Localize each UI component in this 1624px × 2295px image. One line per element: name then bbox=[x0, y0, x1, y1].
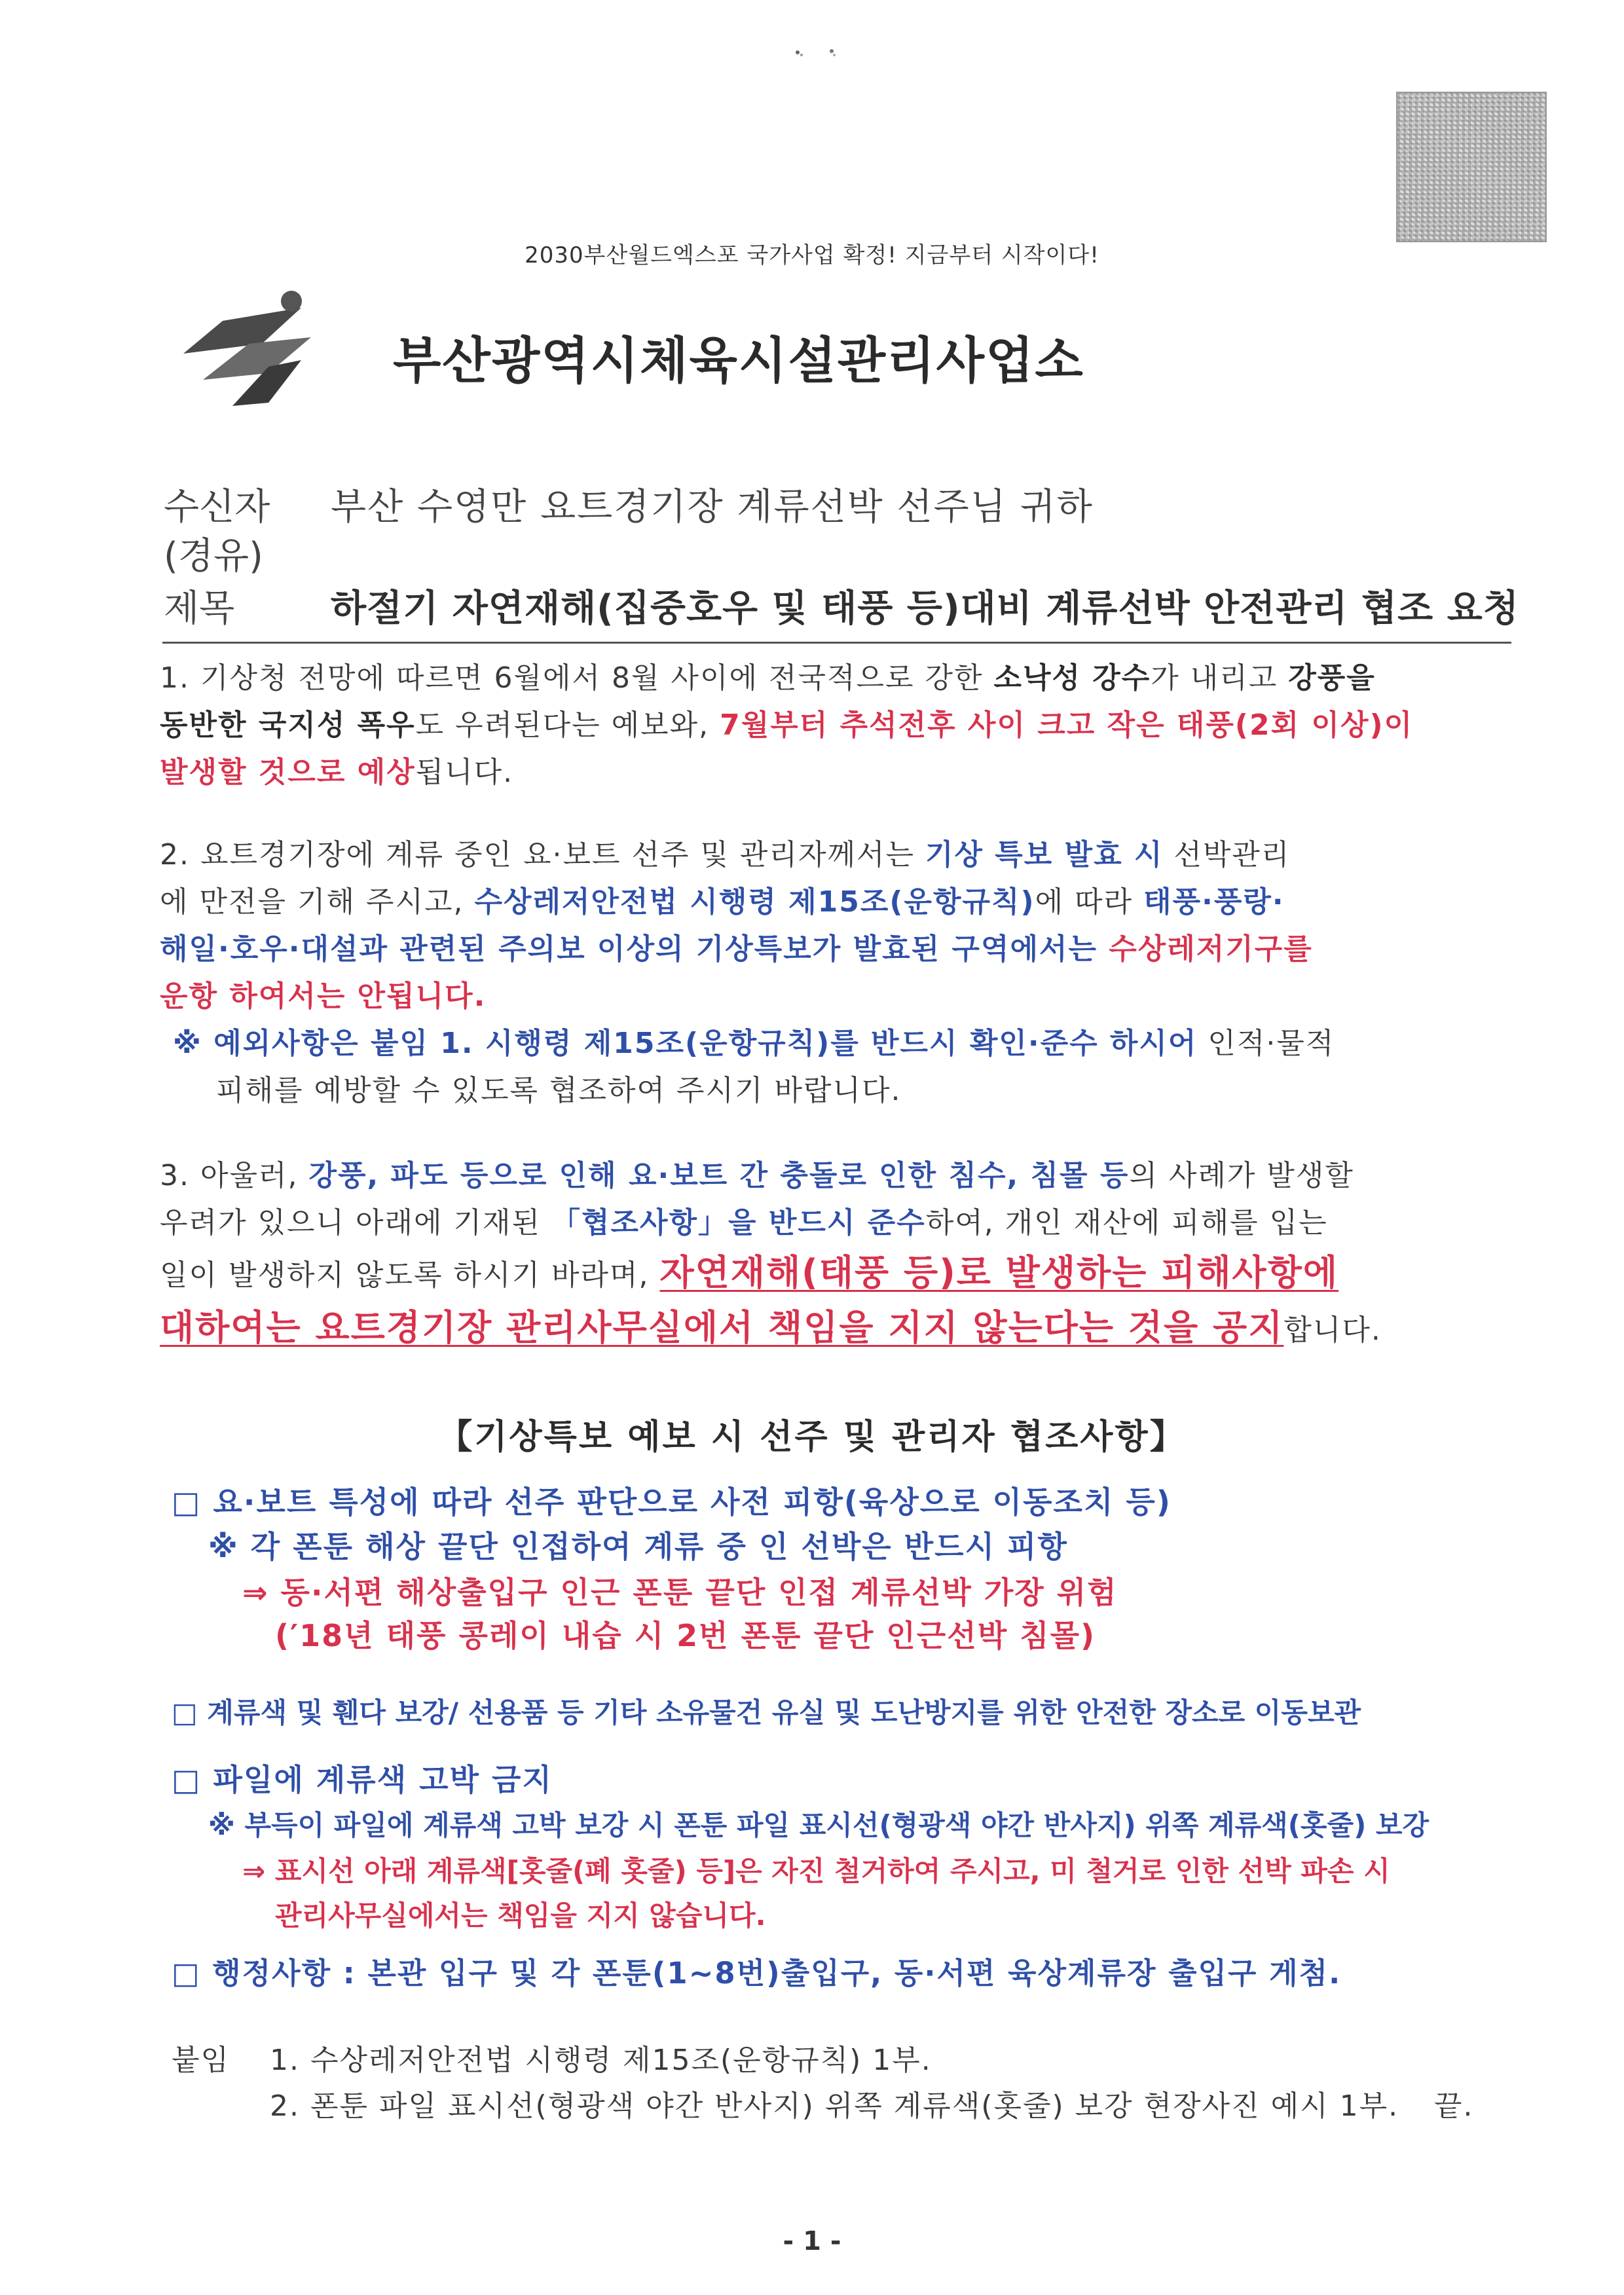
text: 가 내리고 bbox=[1151, 661, 1289, 695]
item-3-arrow-1: ⇒ 표시선 아래 계류색[홋줄(폐 홋줄) 등]은 자진 철거하여 주시고, 미 철거로 인한 선박 파손 시 bbox=[242, 1855, 1390, 1887]
item-1-arrow: ⇒ 동·서편 해상출입구 인근 폰툰 끝단 인접 계류선박 가장 위험 bbox=[242, 1575, 1118, 1610]
warning-text: 7월부터 추석전후 사이 크고 작은 태풍(2회 이상)이 bbox=[720, 708, 1414, 742]
text: 우려가 있으니 아래에 기재된 bbox=[160, 1206, 551, 1239]
note-1 bbox=[173, 1020, 1528, 1114]
item-3-arrow-2: 관리사무실에서는 책임을 지지 않습니다. bbox=[275, 1900, 766, 1932]
page-number: - 1 - bbox=[783, 2226, 841, 2256]
attachment-1: 1. 수상레저안전법 시행령 제15조(운항규칙) 1부. bbox=[270, 2044, 932, 2077]
scan-speck bbox=[792, 47, 838, 60]
highlight-text: 기상 특보 발효 시 bbox=[925, 838, 1164, 872]
subject-underline bbox=[162, 642, 1511, 644]
end-mark: 끝. bbox=[1434, 2089, 1474, 2123]
emphasis: 동반한 국지성 폭우 bbox=[160, 708, 416, 742]
highlight-text: 수상레저안전법 시행령 제15조(운항규칙) bbox=[474, 885, 1035, 919]
disclaimer-text: 자연재해(태풍 등)로 발생하는 피해사항에 bbox=[659, 1252, 1339, 1293]
highlight-text: 해일·호우·대설과 관련된 주의보 이상의 기상특보가 발효된 구역에서는 bbox=[160, 932, 1098, 966]
qr-code bbox=[1396, 92, 1547, 242]
warning-text: 발생할 것으로 예상 bbox=[160, 756, 416, 789]
text: 3. 아울러, bbox=[160, 1159, 309, 1192]
text: 에 만전을 기해 주시고, bbox=[160, 885, 475, 919]
via-label: (경유) bbox=[164, 535, 263, 578]
motto: 2030부산월드엑스포 국가사업 확정! 지금부터 시작이다! bbox=[525, 242, 1099, 268]
text: 피해를 예방할 수 있도록 협조하여 주시기 바랍니다. bbox=[216, 1074, 902, 1107]
item-3: □ 파일에 계류색 고박 금지 bbox=[172, 1762, 553, 1797]
highlight-text: 강풍, 파도 등으로 인해 요·보트 간 충돌로 인한 침수, 침몰 등 bbox=[308, 1159, 1130, 1192]
text: 합니다. bbox=[1283, 1313, 1382, 1347]
attachment-2: 2. 폰툰 파일 표시선(형광색 야간 반사지) 위쪽 계류색(홋줄) 보강 현장사진 예시 1부. bbox=[270, 2089, 1399, 2123]
text: 의 사례가 발생할 bbox=[1129, 1159, 1354, 1192]
warning-text: 수상레저기구를 bbox=[1097, 932, 1313, 966]
item-1-note: ※ 각 폰툰 해상 끝단 인접하여 계류 중 인 선박은 반드시 피항 bbox=[208, 1529, 1068, 1564]
text: 도 우려된다는 예보와, bbox=[415, 708, 720, 742]
subject-value: 하절기 자연재해(집중호우 및 태풍 등)대비 계류선박 안전관리 협조 요청 bbox=[331, 587, 1519, 630]
note-mark: ※ bbox=[173, 1027, 202, 1060]
highlight-text: 예외사항은 붙임 1. 시행령 제15조(운항규칙)를 반드시 확인·준수 하시어 bbox=[202, 1027, 1198, 1060]
text: 에 따라 bbox=[1035, 885, 1144, 919]
organization-name: 부산광역시체육시설관리사업소 bbox=[393, 331, 1084, 390]
item-2: □ 계류색 및 휀다 보강/ 선용품 등 기타 소유물건 유실 및 도난방지를 위한 안전한 장소로 이동보관 bbox=[172, 1697, 1361, 1729]
text: 2. 요트경기장에 계류 중인 요·보트 선주 및 관리자께서는 bbox=[160, 838, 925, 872]
item-1-paren: (′18년 태풍 콩레이 내습 시 2번 폰툰 끝단 인근선박 침몰) bbox=[275, 1618, 1096, 1653]
text: 인적·물적 bbox=[1197, 1027, 1335, 1060]
highlight-text: 태풍·풍랑· bbox=[1143, 885, 1285, 919]
text: 하여, 개인 재산에 피해를 입는 bbox=[925, 1206, 1328, 1239]
recipient-value: 부산 수영만 요트경기장 계류선박 선주님 귀하 bbox=[331, 486, 1094, 528]
busan-logo-icon bbox=[170, 282, 321, 413]
text: 선박관리 bbox=[1163, 838, 1291, 872]
paragraph-1 bbox=[160, 655, 1515, 796]
warning-text: 운항 하여서는 안됩니다. bbox=[160, 980, 487, 1013]
paragraph-2 bbox=[160, 832, 1515, 1020]
item-3-note: ※ 부득이 파일에 계류색 고박 보강 시 폰툰 파일 표시선(형광색 야간 반사지) 위쪽 계류색(홋줄) 보강 bbox=[208, 1809, 1430, 1841]
paragraph-3 bbox=[160, 1152, 1515, 1357]
highlight-text: 「협조사항」을 반드시 준수 bbox=[551, 1206, 926, 1239]
disclaimer-text: 대하여는 요트경기장 관리사무실에서 책임을 지지 않는다는 것을 공지 bbox=[160, 1307, 1284, 1348]
emphasis: 소낙성 강수 bbox=[993, 661, 1151, 695]
text: 일이 발생하지 않도록 하시기 바라며, bbox=[160, 1258, 660, 1292]
item-1: □ 요·보트 특성에 따라 선주 판단으로 사전 피항(육상으로 이동조치 등) bbox=[172, 1484, 1172, 1520]
recipient-label: 수신자 bbox=[164, 486, 270, 528]
text: 됩니다. bbox=[415, 756, 514, 789]
section-title: 【기상특보 예보 시 선주 및 관리자 협조사항】 bbox=[438, 1418, 1186, 1457]
item-4: □ 행정사항 : 본관 입구 및 각 폰툰(1~8번)출입구, 동·서편 육상계류장 출입구 게첨. bbox=[172, 1956, 1342, 1991]
emphasis: 강풍을 bbox=[1288, 661, 1376, 695]
subject-label: 제목 bbox=[164, 587, 235, 630]
text: 1. 기상청 전망에 따르면 6월에서 8월 사이에 전국적으로 강한 bbox=[160, 661, 994, 695]
attachments-label: 붙임 bbox=[172, 2044, 231, 2077]
